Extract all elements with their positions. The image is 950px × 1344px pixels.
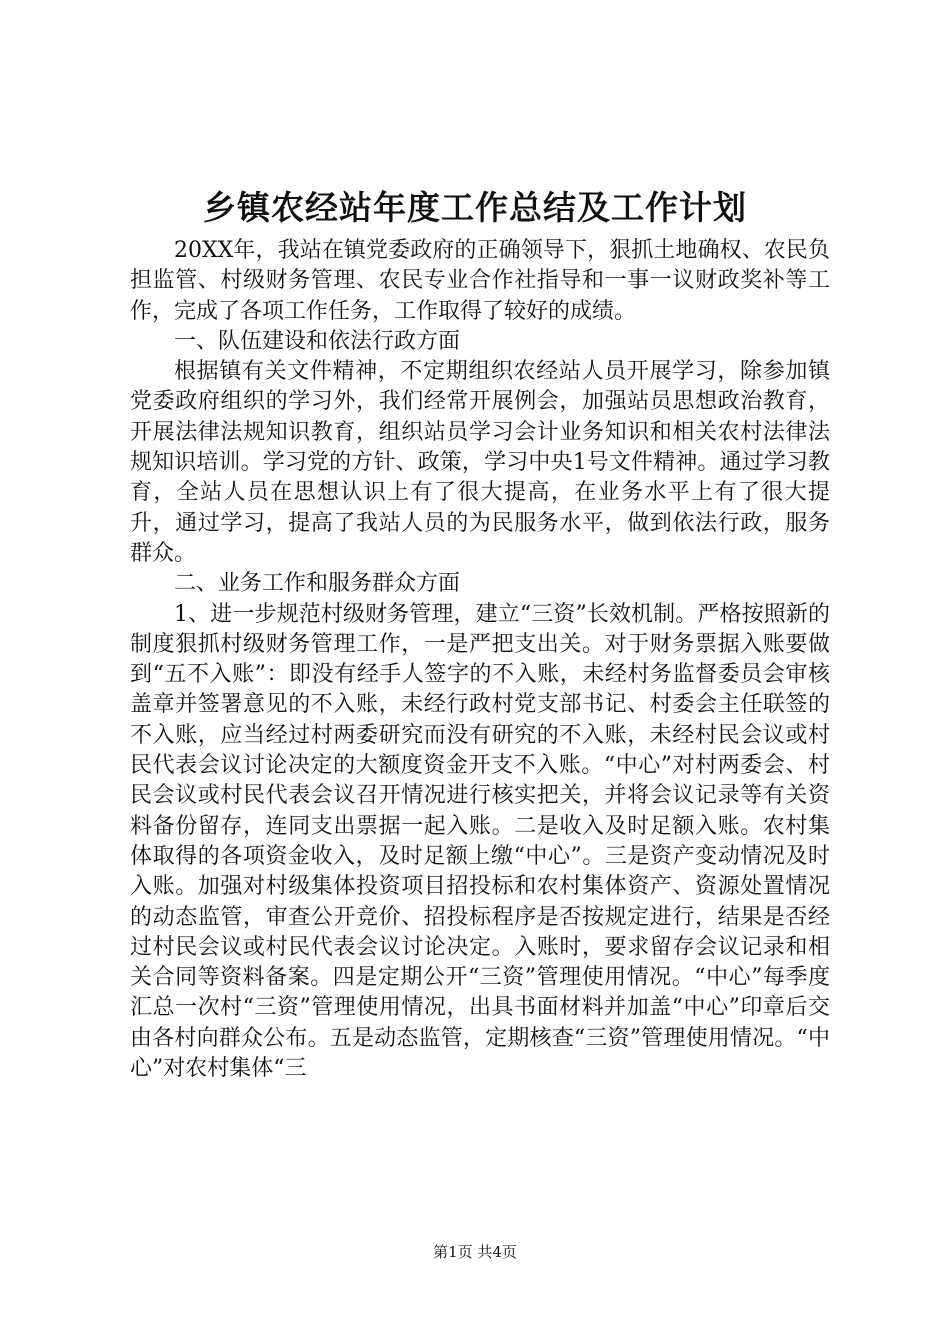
section-1-paragraph: 根据镇有关文件精神，不定期组织农经站人员开展学习，除参加镇党委政府组织的学习外，我们经常开展例会，加强站员思想政治教育，开展法律法规知识教育，组织站员学习会计业务知识和相关农村法律法规知识培训。学习党的方针、政策，学习中央1号文件精神。通过学习教育，全站人员在思想认识上有了很大提高，在业务水平上有了很大提升，通过学习，提高了我站人员的为民服务水平，做到依法行政，服务群众。: [130, 359, 830, 566]
document-title: 乡镇农经站年度工作总结及工作计划: [203, 188, 747, 227]
section-2-paragraph: 1、进一步规范村级财务管理，建立“三资”长效机制。严格按照新的制度狠抓村级财务管理工作，一是严把支出关。对于财务票据入账要做到“五不入账”：即没有经手人签字的不入账，未经村务监督委员会审核盖章并签署意见的不入账，未经行政村党支部书记、村委会主任联签的不入账，应当经过村两委研究而没有研究的不入账，未经村民会议或村民代表会议讨论决定的大额度资金开支不入账。“中心”对村两委会、村民会议或村民代表会议召开情况进行核实把关，并将会议记录等有关资料备份留存，连同支出票据一起入账。二是收入及时足额入账。农村集体取得的各项资金收入，及时足额上缴“中心”。三是资产变动情况及时入账。加强对村级集体投资项目招投标和农村集体资产、资源处置情况的动态监管，审查公开竞价、招投标程序是否按规定进行，结果是否经过村民会议或村民代表会议讨论决定。入账时，要求留存会议记录和相关合同等资料备案。四是定期公开“三资”管理使用情况。“中心”每季度汇总一次村“三资”管理使用情况，出具书面材料并加盖“中心”印章后交由各村向群众公布。五是动态监管，定期核查“三资”管理使用情况。“中心”对农村集体“三: [130, 601, 830, 1082]
section-heading-2: 二、业务工作和服务群众方面: [174, 571, 461, 597]
page-footer: 第1页 共4页: [433, 1243, 517, 1261]
document-body: [130, 236, 830, 1084]
intro-paragraph: 20XX年，我站在镇党委政府的正确领导下，狠抓土地确权、农民负担监管、村级财务管理、农民专业合作社指导和一事一议财政奖补等工作，完成了各项工作任务，工作取得了较好的成绩。: [130, 238, 830, 324]
section-heading-1: 一、队伍建设和依法行政方面: [174, 328, 461, 354]
